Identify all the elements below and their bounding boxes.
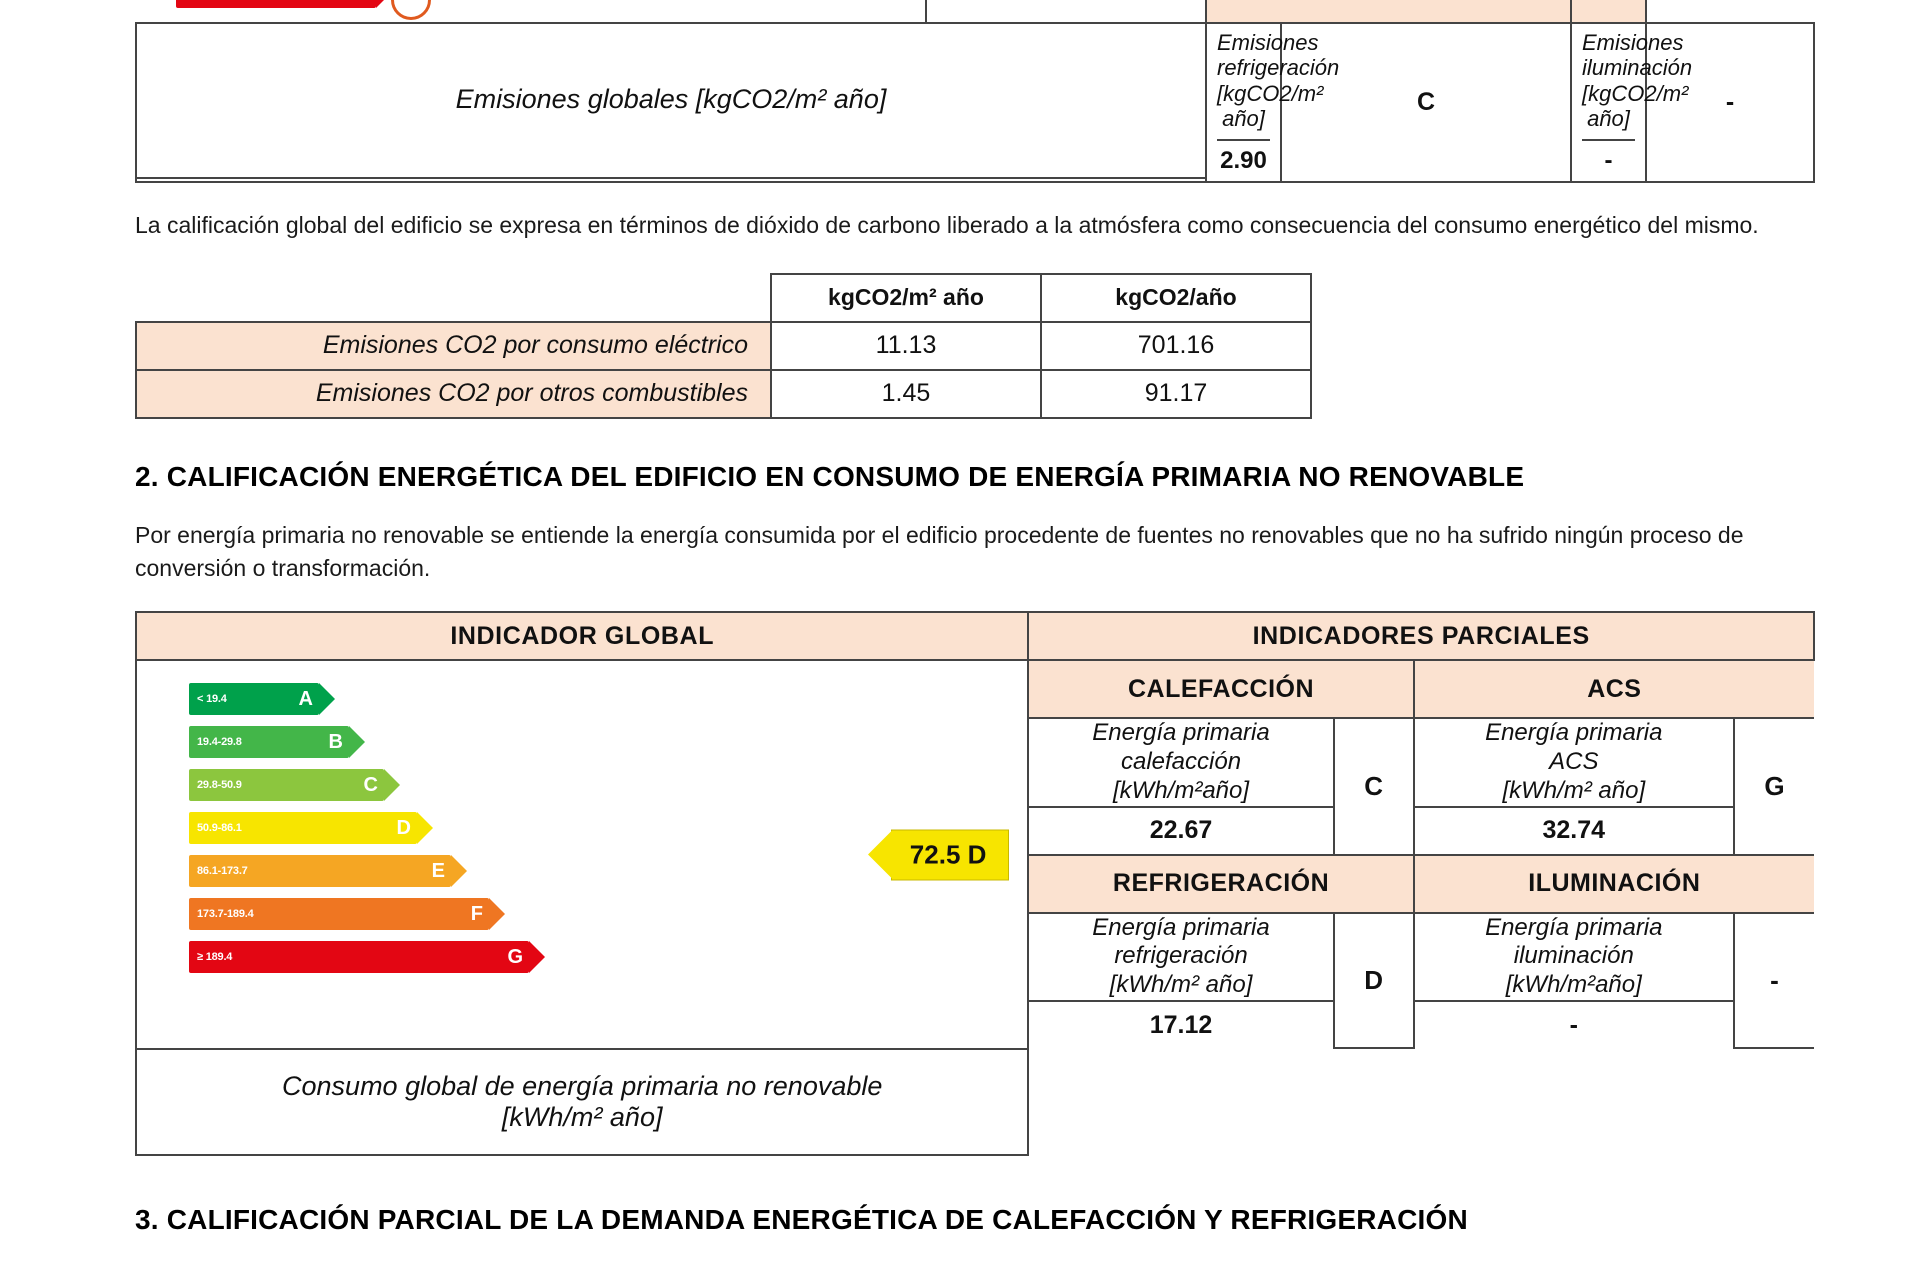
lighting-letter: -: [1646, 23, 1814, 182]
primary-energy-table: [135, 611, 1815, 1156]
energy-scale-cell: [136, 660, 1028, 1049]
partial-desc-calefaccion: [1029, 718, 1333, 806]
partial-value-acs: 32.74: [1414, 807, 1734, 855]
header-indicador-global: INDICADOR GLOBAL: [136, 612, 1028, 660]
table-row-cut: [136, 0, 1814, 23]
partial-title-iluminacion: ILUMINACIÓN: [1414, 855, 1814, 913]
scale-letter-g: G: [507, 946, 523, 969]
scale-row-g: [189, 941, 579, 979]
refrigeration-desc-line3: [kgCO2/m² año]: [1217, 80, 1324, 131]
co2-row-label-electric: Emisiones CO2 por consumo eléctrico: [136, 322, 771, 370]
cut-cell-refrigeration-header: [1206, 0, 1571, 23]
scale-letter-b: B: [328, 731, 343, 754]
co2-row-fuels-v2: 91.17: [1041, 370, 1311, 418]
co2-header-row: [136, 274, 1311, 322]
energy-scale-graphic: [189, 683, 579, 984]
scale-row-b: [189, 726, 579, 764]
partial-header-row-1: [1029, 661, 1814, 718]
refrigeration-desc-line2: refrigeración: [1217, 55, 1340, 81]
global-consumption-line2: [kWh/m² año]: [501, 1102, 663, 1132]
partial-desc-acs-line1: Energía primaria: [1485, 719, 1663, 747]
partial-desc-row-2: [1029, 913, 1814, 1001]
scale-graphic-cut: [136, 0, 926, 23]
lighting-desc-line2: iluminación: [1582, 55, 1693, 81]
partial-value-calefaccion: 22.67: [1029, 807, 1333, 855]
refrigeration-desc-line1: Emisiones: [1217, 30, 1319, 55]
partial-indicators-cell: [1028, 660, 1814, 1049]
scale-letter-e: E: [431, 860, 445, 883]
scale-bar-g: [189, 941, 529, 973]
lighting-desc-line1: Emisiones: [1582, 30, 1684, 55]
partial-title-refrigeracion: REFRIGERACIÓN: [1029, 855, 1413, 913]
table-row: [136, 370, 1311, 418]
header-indicadores-parciales: INDICADORES PARCIALES: [1028, 612, 1814, 660]
document-content: [135, 0, 1815, 1236]
refrigeration-letter: C: [1281, 23, 1571, 182]
partial-letter-iluminacion: -: [1734, 913, 1814, 1048]
partial-title-calefaccion: CALEFACCIÓN: [1029, 661, 1413, 718]
scale-letter-c: C: [363, 774, 378, 797]
partial-desc-calefaccion-line1: Energía primaria: [1092, 719, 1270, 747]
scale-range-e: 86.1-173.7: [197, 865, 248, 878]
main-table-scale-row: [136, 660, 1814, 1049]
global-consumption-line1: Consumo global de energía primaria no renovable: [282, 1070, 883, 1101]
scale-letter-a: A: [298, 688, 313, 711]
scale-bar-c: [189, 769, 384, 801]
partial-desc-calefaccion-line3: [kWh/m²año]: [1113, 776, 1250, 804]
lighting-value: -: [1582, 139, 1635, 175]
scale-range-g: ≥ 189.4: [197, 951, 233, 964]
scale-bar-f: [189, 898, 489, 930]
partial-desc-calefaccion-line2: calefacción: [1120, 748, 1242, 776]
lighting-desc-cell: [1571, 23, 1693, 182]
partial-header-row-2: [1029, 855, 1814, 913]
scale-row-e: [189, 855, 579, 893]
co2-row-electric-v2: 701.16: [1041, 322, 1311, 370]
scale-range-d: 50.9-86.1: [197, 822, 242, 835]
global-emissions-label: Emisiones globales [kgCO2/m² año]: [136, 23, 1206, 178]
partial-desc-acs: [1414, 718, 1734, 806]
scale-bar-d: [189, 812, 417, 844]
partial-indicators-table: [1029, 661, 1814, 1049]
rating-badge: 72.5 D: [891, 829, 1010, 880]
partial-value-refrigeracion: 17.12: [1029, 1001, 1333, 1048]
scale-bar-b: [189, 726, 349, 758]
partial-letter-acs: G: [1734, 718, 1814, 854]
cut-cell-lighting-header: [1571, 0, 1646, 23]
scale-bar-g-cut: [176, 0, 376, 8]
lighting-desc-line3: [kgCO2/m² año]: [1582, 80, 1689, 131]
scale-letter-d: D: [396, 817, 411, 840]
partial-desc-acs-line2: ACS: [1549, 748, 1599, 776]
co2-row-label-fuels: Emisiones CO2 por otros combustibles: [136, 370, 771, 418]
cut-cell-blank: [926, 0, 1206, 23]
partial-letter-calefaccion: C: [1334, 718, 1414, 854]
co2-row-electric-v1: 11.13: [771, 322, 1041, 370]
spacer-cell: [136, 178, 1206, 183]
scale-range-b: 19.4-29.8: [197, 736, 242, 749]
partial-desc-refrigeracion-line2: refrigeración: [1114, 942, 1248, 970]
partial-desc-row-1: [1029, 718, 1814, 806]
partial-value-iluminacion: -: [1414, 1001, 1734, 1048]
paragraph-global-rating: La calificación global del edificio se expresa en términos de dióxido de carbono liberado a la atmósfera como consecuencia del consumo energético del mismo.: [135, 212, 1759, 239]
co2-row-fuels-v1: 1.45: [771, 370, 1041, 418]
section-2-title: 2. CALIFICACIÓN ENERGÉTICA DEL EDIFICIO EN CONSUMO DE ENERGÍA PRIMARIA NO RENOVABLE: [135, 460, 1525, 492]
partial-desc-iluminacion-line1: Energía primaria: [1485, 913, 1663, 941]
partial-desc-acs-line3: [kWh/m² año]: [1502, 776, 1646, 804]
refrigeration-value: 2.90: [1217, 139, 1270, 175]
partial-desc-refrigeracion-line3: [kWh/m² año]: [1109, 971, 1253, 999]
global-consumption-label: [136, 1049, 1028, 1155]
partial-desc-refrigeracion-line1: Energía primaria: [1092, 913, 1270, 941]
partial-desc-iluminacion: [1414, 913, 1734, 1001]
scale-range-f: 173.7-189.4: [197, 908, 254, 921]
partial-title-acs: ACS: [1414, 661, 1814, 718]
table-row: [136, 322, 1311, 370]
scale-row-c: [189, 769, 579, 807]
co2-header-per-m2: kgCO2/m² año: [771, 274, 1041, 322]
scale-range-c: 29.8-50.9: [197, 779, 242, 792]
scale-row-d: [189, 812, 579, 850]
partial-value-row-2: [1029, 1001, 1814, 1048]
table-row-global-emissions: [136, 23, 1814, 178]
partial-desc-iluminacion-line2: iluminación: [1513, 942, 1634, 970]
refrigeration-desc-cell: [1206, 23, 1340, 182]
partial-value-row-1: [1029, 807, 1814, 855]
scale-row-a: [189, 683, 579, 721]
scale-row-f: [189, 898, 579, 936]
scale-bar-a: [189, 683, 319, 715]
main-table-header-row: [136, 612, 1814, 660]
section-3-title: 3. CALIFICACIÓN PARCIAL DE LA DEMANDA ENERGÉTICA DE CALEFACCIÓN Y REFRIGERACIÓN: [135, 1204, 1468, 1235]
emissions-global-table: [135, 0, 1815, 183]
co2-emissions-table: [135, 273, 1312, 419]
section-2-paragraph: Por energía primaria no renovable se entiende la energía consumida por el edificio procedente de fuentes no renovables que no ha sufrido ningún proceso de conversión o transformación.: [135, 521, 1744, 581]
scale-letter-f: F: [470, 903, 483, 926]
scale-range-a: < 19.4: [197, 693, 227, 706]
global-row-spacer: [1028, 1049, 1814, 1155]
co2-header-blank: [136, 274, 771, 322]
scale-pointer-cut: [391, 0, 431, 20]
partial-letter-refrigeracion: D: [1334, 913, 1414, 1048]
co2-table-wrapper: [135, 273, 1815, 419]
partial-desc-iluminacion-line3: [kWh/m²año]: [1505, 971, 1642, 999]
main-table-global-row: [136, 1049, 1814, 1155]
partial-desc-refrigeracion: [1029, 913, 1333, 1001]
co2-header-per-year: kgCO2/año: [1041, 274, 1311, 322]
scale-bar-e: [189, 855, 451, 887]
